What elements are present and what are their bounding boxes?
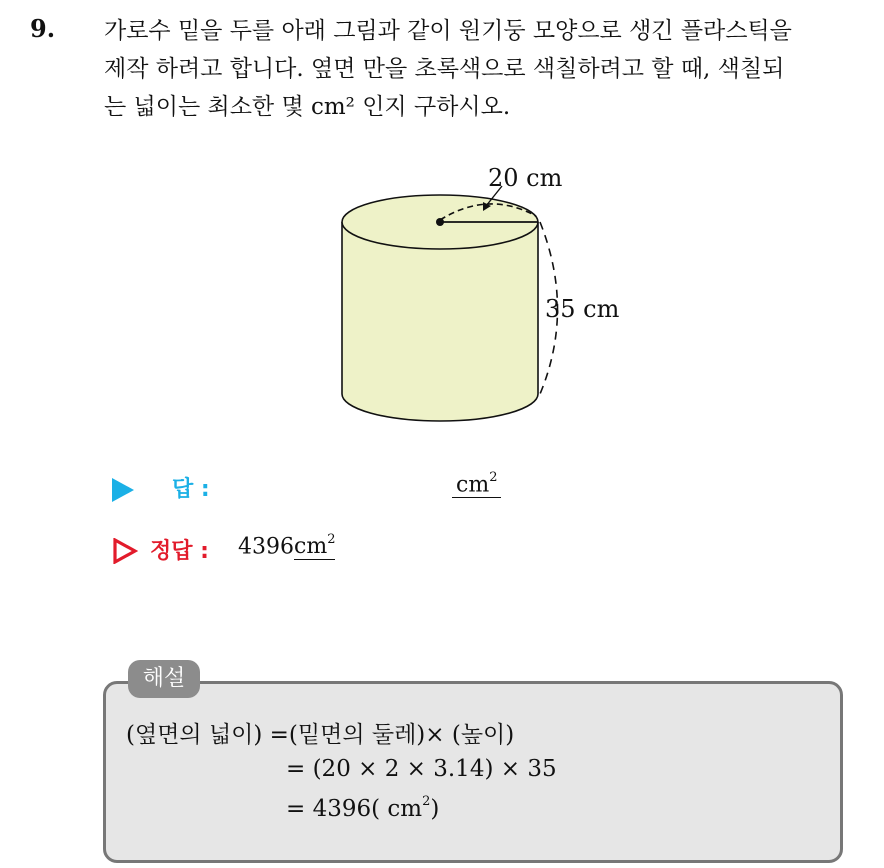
correct-label: 정답 : [150,539,209,564]
explanation-line-3 [286,796,439,822]
outline-triangle-icon [112,538,138,564]
explanation-line-1: (옆면의 넓이) =(밑면의 둘레)× (높이) [126,722,515,748]
answer-unit[interactable] [452,472,501,498]
answer-unit-exp: 2 [489,470,498,485]
correct-unit-text: cm [294,534,328,560]
explanation-line-3-exp: 2 [422,794,431,810]
explanation-line-3-prefix: = 4396( cm [286,796,423,822]
height-label: 35 cm [545,295,620,323]
explanation-line-3-suffix: ) [430,796,440,822]
question-number: 9. [30,14,56,43]
correct-unit [294,534,335,560]
cylinder-side [342,222,538,421]
question-line-3: 는 넓이는 최소한 몇 cm² 인지 구하시오. [104,94,511,120]
question-line-2: 제작 하려고 합니다. 옆면 만을 초록색으로 색칠하려고 할 때, 색칠되 [104,56,785,82]
explanation-tag: 해설 [128,660,200,698]
play-triangle-icon [112,478,134,502]
correct-value [238,534,335,559]
correct-unit-exp: 2 [327,532,336,547]
radius-label: 20 cm [488,164,563,192]
cylinder-figure [320,150,640,440]
correct-number: 4396 [238,534,294,560]
question-line-1: 가로수 밑을 두를 아래 그림과 같이 원기둥 모양으로 생긴 플라스틱을 [104,18,792,44]
answer-unit-text: cm [456,472,490,498]
question-text [104,12,874,126]
answer-label: 답 : [172,477,210,502]
explanation-line-2: = (20 × 2 × 3.14) × 35 [286,756,557,782]
